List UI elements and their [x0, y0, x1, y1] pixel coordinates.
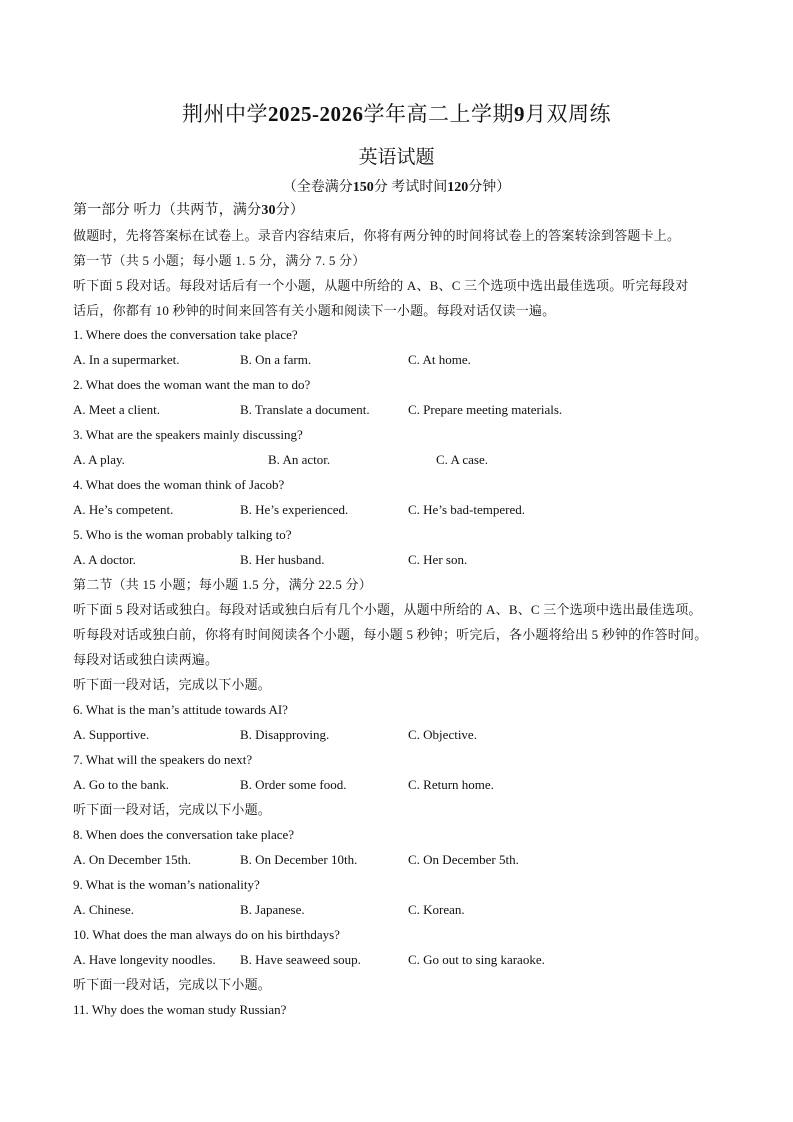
title-years: 2025-2026 [268, 102, 364, 126]
info-time: 120 [447, 180, 469, 195]
question-stem: 5. Who is the woman probably talking to? [73, 527, 292, 542]
question-stem: 10. What does the man always do on his birthdays? [73, 927, 340, 942]
option-c: C. He’s bad-tempered. [408, 502, 525, 517]
option-c: C. On December 5th. [408, 852, 519, 867]
dialogue-intro: 听下面一段对话，完成以下小题。 [73, 677, 272, 692]
section1-instructions-2: 话后，你都有 10 秒钟的时间来回答有关小题和阅读下一小题。每段对话仅读一遍。 [73, 303, 556, 318]
title-suffix: 月双周练 [525, 102, 611, 126]
part1-heading-post: 分） [275, 203, 305, 218]
dialogue-intro: 听下面一段对话，完成以下小题。 [73, 802, 272, 817]
option-a: A. A play. [73, 452, 125, 467]
question-stem: 4. What does the woman think of Jacob? [73, 477, 285, 492]
question-stem: 1. Where does the conversation take place? [73, 327, 298, 342]
question-stem: 3. What are the speakers mainly discussing? [73, 427, 303, 442]
option-a: A. Meet a client. [73, 402, 160, 417]
title-term: 学年高二上学期 [363, 102, 514, 126]
option-b: B. Her husband. [240, 552, 325, 567]
question-stem: 7. What will the speakers do next? [73, 752, 253, 767]
option-a: A. Supportive. [73, 727, 150, 742]
info-mid: 分 考试时间 [373, 180, 448, 195]
option-a: A. Have longevity noodles. [73, 952, 216, 967]
section2-instructions-1: 听下面 5 段对话或独白。每段对话或独白后有几个小题，从题中所给的 A、B、C 三个选项中选出最佳选项。 [73, 602, 702, 617]
exam-info [0, 176, 793, 196]
title-school: 荆州中学 [182, 102, 268, 126]
option-c: C. A case. [436, 452, 488, 467]
option-c: C. Her son. [408, 552, 468, 567]
title-month: 9 [514, 102, 525, 126]
dialogue-intro: 听下面一段对话，完成以下小题。 [73, 977, 272, 992]
option-a: A. In a supermarket. [73, 352, 180, 367]
section2-instructions-3: 每段对话或独白读两遍。 [73, 652, 219, 667]
info-post: 分钟） [468, 180, 511, 195]
option-c: C. Go out to sing karaoke. [408, 952, 545, 967]
question-stem: 11. Why does the woman study Russian? [73, 1002, 287, 1017]
option-c: C. Prepare meeting materials. [408, 402, 563, 417]
option-b: B. An actor. [268, 452, 331, 467]
option-a: A. He’s competent. [73, 502, 174, 517]
option-a: A. A doctor. [73, 552, 136, 567]
option-b: B. Translate a document. [240, 402, 370, 417]
info-score: 150 [352, 180, 374, 195]
option-b: B. On December 10th. [240, 852, 358, 867]
part1-heading [73, 203, 304, 219]
section1-instructions-1: 听下面 5 段对话。每段对话后有一个小题，从题中所给的 A、B、C 三个选项中选出最佳选项。听完每段对 [73, 278, 689, 293]
section2-instructions-2: 听每段对话或独白前，你将有时间阅读各个小题，每小题 5 秒钟；听完后，各小题将给出 5 秒钟的作答时间。 [73, 627, 708, 642]
part1-heading-score: 30 [261, 203, 276, 218]
section2-heading: 第二节（共 15 小题；每小题 1.5 分，满分 22.5 分） [73, 577, 372, 592]
option-c: C. Korean. [408, 902, 465, 917]
question-stem: 8. When does the conversation take place? [73, 827, 295, 842]
info-pre: （全卷满分 [282, 180, 353, 195]
question-stem: 2. What does the woman want the man to do? [73, 377, 311, 392]
exam-title [0, 98, 793, 128]
exam-subtitle: 英语试题 [358, 147, 435, 168]
option-b: B. Have seaweed soup. [240, 952, 361, 967]
section1-heading: 第一节（共 5 小题；每小题 1. 5 分，满分 7. 5 分） [73, 253, 366, 268]
option-c: C. Return home. [408, 777, 494, 792]
option-a: A. On December 15th. [73, 852, 192, 867]
option-c: C. Objective. [408, 727, 477, 742]
part1-heading-pre: 第一部分 听力（共两节，满分 [73, 203, 262, 218]
option-c: C. At home. [408, 352, 471, 367]
question-stem: 9. What is the woman’s nationality? [73, 877, 260, 892]
option-b: B. Order some food. [240, 777, 347, 792]
option-b: B. Japanese. [240, 902, 305, 917]
part1-instructions: 做题时，先将答案标在试卷上。录音内容结束后，你将有两分钟的时间将试卷上的答案转涂到答题卡上。 [73, 228, 681, 243]
option-b: B. Disapproving. [240, 727, 330, 742]
question-stem: 6. What is the man’s attitude towards AI? [73, 702, 288, 717]
option-b: B. On a farm. [240, 352, 312, 367]
option-a: A. Go to the bank. [73, 777, 170, 792]
option-b: B. He’s experienced. [240, 502, 349, 517]
option-a: A. Chinese. [73, 902, 135, 917]
